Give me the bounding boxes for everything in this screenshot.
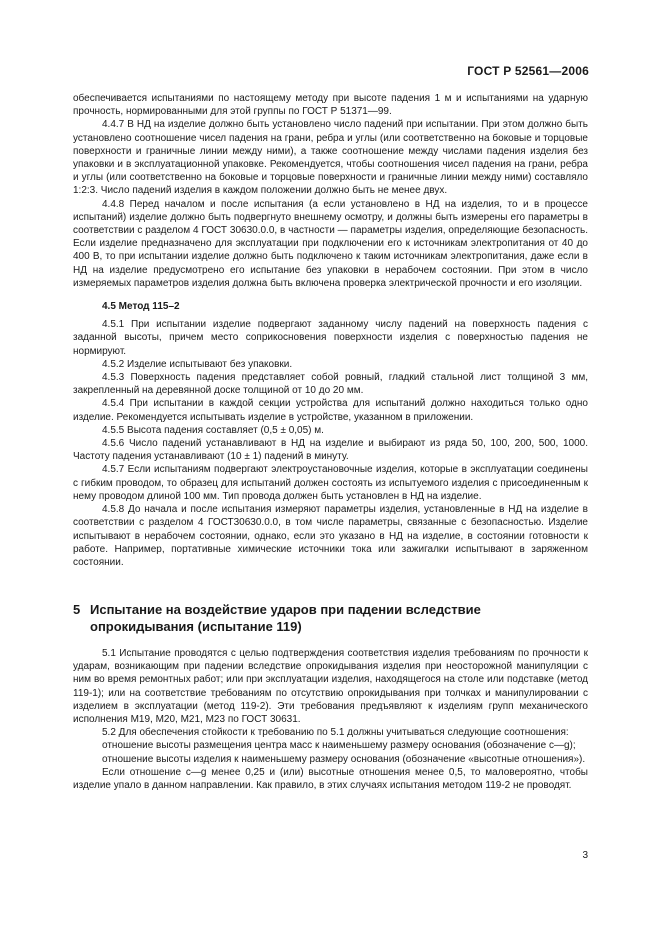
paragraph-5-2: 5.2 Для обеспечения стойкости к требованию по 5.1 должны учитываться следующие соотношения:: [102, 727, 569, 739]
paragraph-ratio-cg: отношение высоты размещения центра масс к наименьшему размеру основания (обозначение с—g);: [102, 740, 576, 752]
text-block-4-4: [73, 92, 588, 569]
text-block-5: [73, 647, 588, 792]
standard-number: ГОСТ Р 52561—2006: [467, 64, 589, 78]
section-title-line-2: опрокидывания (испытание 119): [90, 619, 302, 634]
paragraph-4-5-5: 4.5.5 Высота падения составляет (0,5 ± 0,05) м.: [102, 424, 324, 436]
page-number: 3: [582, 850, 588, 861]
paragraph-4-4-7: 4.4.7 В НД на изделие должно быть установлено число падений при испытании. При этом должно быть установлено соотношение чисел падения на грани, ребра и углы (или соответственно на боковые и торцовые поверхности и граничные линии между ними), а также соотношение между числами падения изделия без упаковки и в эксплуатационной упаковке. Рекомендуется, чтобы соотношения чисел падения на грани, ребра и углы (или соответственно на боковые и торцовые поверхности и граничные линии между ними) составляло 1:2:3. Число падений изделия в каждом положении должно быть не менее двух.: [73, 119, 588, 197]
paragraph-continued: обеспечивается испытаниями по настоящему методу при высоте падения 1 м и испытаниями на ударную прочность, нормированными для этой группы по ГОСТ Р 51371—99.: [73, 93, 588, 118]
paragraph-4-5-2: 4.5.2 Изделие испытывают без упаковки.: [102, 358, 293, 370]
paragraph-4-5-1: 4.5.1 При испытании изделие подвергают заданному числу падений на поверхность падения с заданной высоты, причем место соприкосновения поверхности изделия с поверхностью падения не нормируют.: [73, 319, 588, 357]
paragraph-4-5-6: 4.5.6 Число падений устанавливают в НД на изделие и выбирают из ряда 50, 100, 200, 500, 1000. Частоту падения устанавливают (10 ± 1) падений в минуту.: [73, 438, 588, 463]
paragraph-4-5-8: 4.5.8 До начала и после испытания измеряют параметры изделия, установленные в НД на изделие в соответствии с разделом 4 ГОСТ30630.0.0, в том числе параметры, связанные с безопасностью. Изделие испытывают в нерабочем состоянии, однако, если это указано в НД на изделие, в состоянии готовности к работе. Например, портативные химические источники тока или зажигалки испытывают в заряженном состоянии.: [73, 504, 588, 568]
paragraph-5-1: 5.1 Испытание проводятся с целью подтверждения соответствия изделия требованиям по прочности к ударам, возникающим при падении вследствие опрокидывания изделия при неосторожной манипуляции с ним во время ремонтных работ; или при эксплуатации изделия, находящегося на столе или подставке (метод 119-1); или на соответствие требованиям по отсутствию опрокидывания при толчках и манипулировании с изделием в эксплуатации (метод 119-2). Эти требования предъявляют к изделиям групп механического исполнения М19, М20, М21, М23 по ГОСТ 30631.: [73, 648, 588, 726]
paragraph-4-4-8: 4.4.8 Перед началом и после испытания (а если установлено в НД на изделия, то и в процессе испытаний) изделие должно быть подвергнуто внешнему осмотру, и должны быть измерены его параметры в соответствии с разделом 4 ГОСТ 30630.0.0, в частности — параметры изделия, определяющие безопасность. Если изделие предназначено для эксплуатации при подключении его к источникам электропитания от 40 до 400 В, то при испытании изделие должно быть подключено к таким источникам электропитания, даже если в НД на изделие предусмотрено его испытание без упаковки в нерабочем состоянии. При этом в число измеряемых параметров изделия должна быть включена проверка электрической прочности и его изоляции.: [73, 198, 588, 289]
section-title-5: [73, 601, 573, 635]
paragraph-4-5-7: 4.5.7 Если испытаниям подвергают электроустановочные изделия, которые в эксплуатации соединены с гибким проводом, то образец для испытаний должен состоять из испытуемого изделия с присоединенным к нему проводом длиной 100 мм. Тип провода должен быть установлен в НД на изделие.: [73, 464, 588, 502]
paragraph-4-5-4: 4.5.4 При испытании в каждой секции устройства для испытаний должно находиться только одно изделие. Рекомендуется испытывать изделие в устройстве, указанном в приложении.: [73, 398, 588, 423]
paragraph-4-5-3: 4.5.3 Поверхность падения представляет собой ровный, гладкий стальной лист толщиной 3 мм, закрепленный на деревянной доске толщиной от 10 до 20 мм.: [73, 372, 588, 397]
subsection-title-4-5: 4.5 Метод 115–2: [102, 301, 180, 313]
section-number: 5: [73, 602, 81, 617]
paragraph-ratio-height: отношение высоты изделия к наименьшему размеру основания (обозначение «высотные отношения»).: [102, 753, 586, 765]
paragraph-ratio-conclusion: Если отношение с—g менее 0,25 и (или) высотные отношения менее 0,5, то маловероятно, чтобы изделие упало в данном направлении. Как правило, в этих случаях испытания методом 119-2 не проводят.: [73, 766, 588, 792]
section-title-line-1: Испытание на воздействие ударов при падении вследствие: [90, 602, 481, 617]
